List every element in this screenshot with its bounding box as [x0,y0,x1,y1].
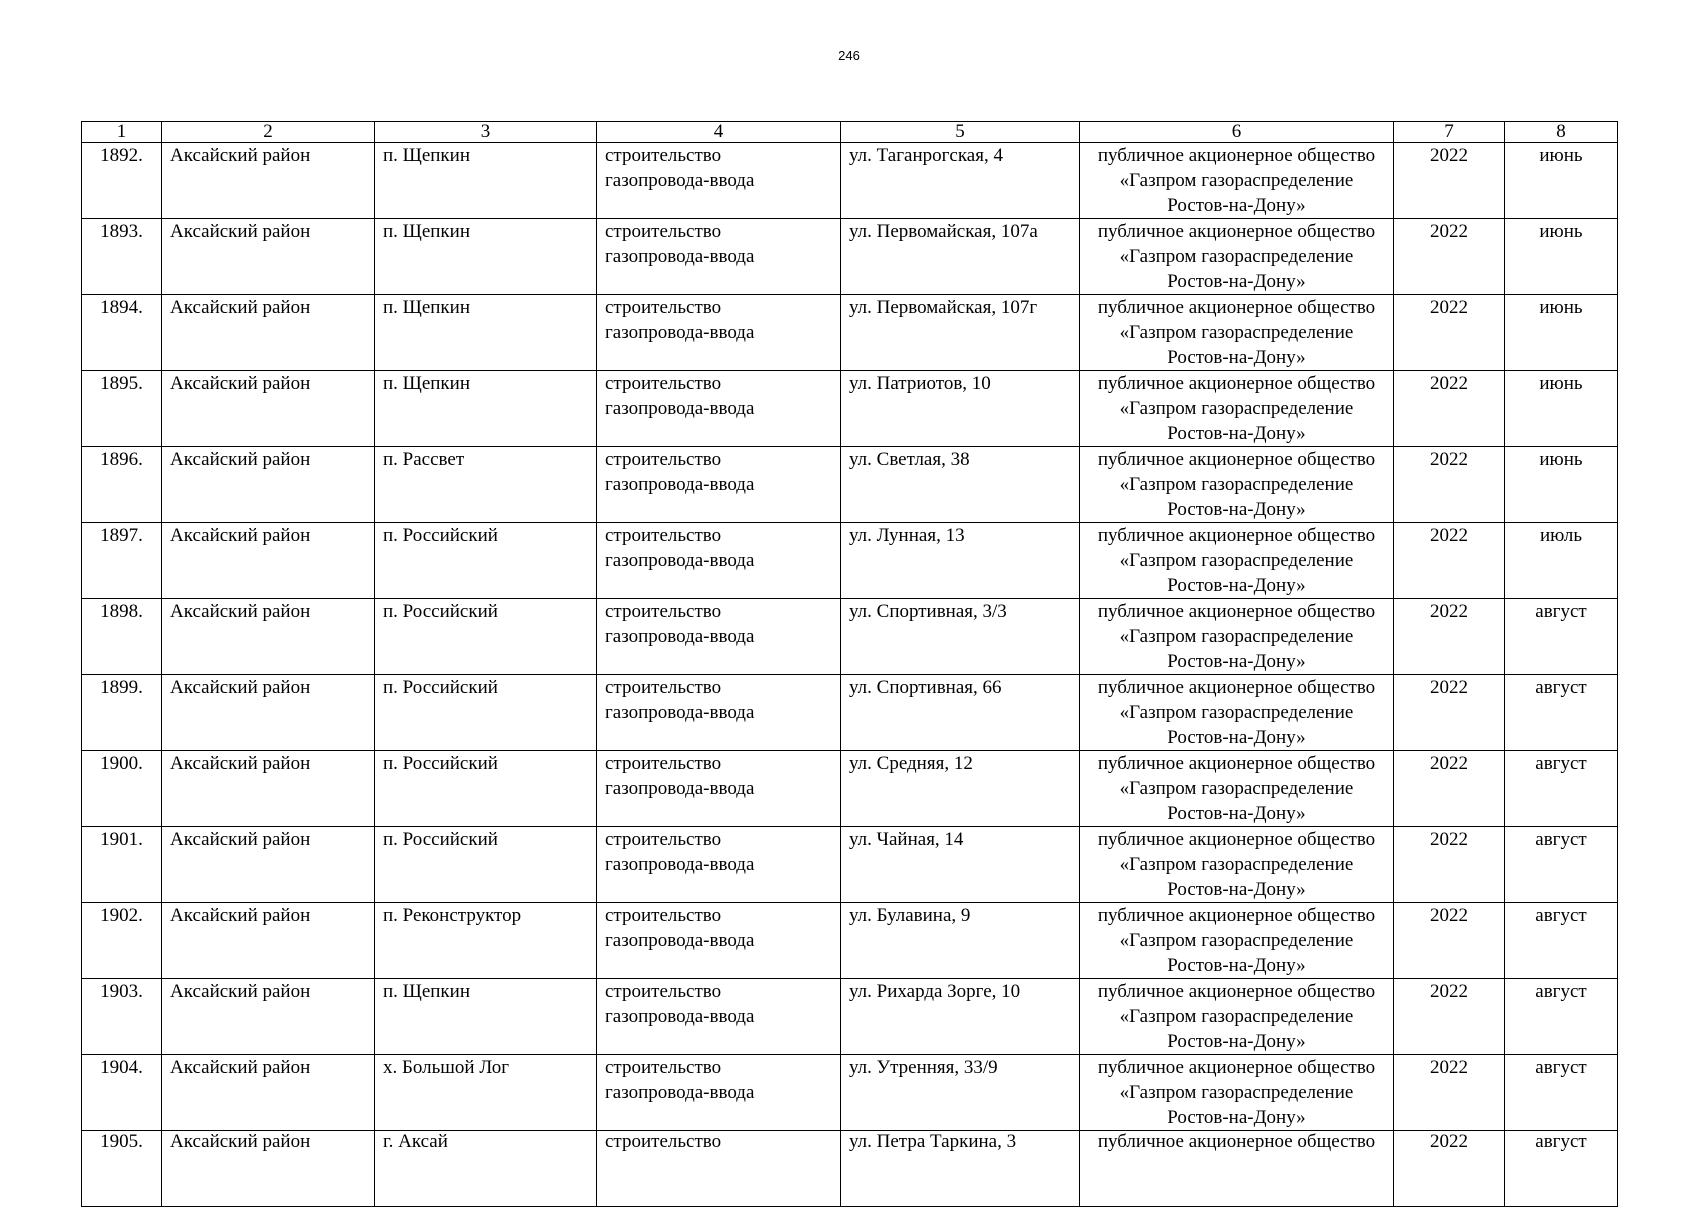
organization-line: публичное акционерное общество [1097,981,1376,1002]
work-type-cell [597,1055,841,1131]
organization-line: «Газпром газораспределение [1119,246,1354,267]
settlement-cell: п. Российский [375,523,597,599]
work-type-line: строительство [605,677,722,698]
work-type-cell [597,903,841,979]
organization-cell [1080,523,1394,599]
organization-line: публичное акционерное общество [1097,677,1376,698]
work-type-line: строительство [605,981,722,1002]
work-type-cell [597,447,841,523]
address-cell: ул. Спортивная, 66 [841,675,1080,751]
organization-line: Ростов-на-Дону» [1167,347,1306,368]
settlement-cell: п. Российский [375,751,597,827]
row-number-cell: 1899. [82,675,162,751]
organization-cell [1080,295,1394,371]
district-cell: Аксайский район [162,371,375,447]
settlement-cell: п. Щепкин [375,979,597,1055]
address-cell: ул. Первомайская, 107а [841,219,1080,295]
address-cell: ул. Петра Таркина, 3 [841,1131,1080,1207]
organization-cell [1080,219,1394,295]
organization-line: Ростов-на-Дону» [1167,1107,1306,1128]
row-number-cell: 1905. [82,1131,162,1207]
year-cell: 2022 [1394,1131,1505,1207]
work-type-line: газопровода-ввода [605,854,755,875]
year-cell: 2022 [1394,143,1505,219]
month-cell: август [1505,1131,1618,1207]
year-cell: 2022 [1394,219,1505,295]
address-cell: ул. Средняя, 12 [841,751,1080,827]
organization-line: публичное акционерное общество [1097,1057,1376,1078]
year-cell: 2022 [1394,675,1505,751]
table-row [82,295,1618,371]
organization-line: Ростов-на-Дону» [1167,195,1306,216]
row-number-cell: 1901. [82,827,162,903]
address-cell: ул. Утренняя, 33/9 [841,1055,1080,1131]
work-type-cell [597,751,841,827]
organization-line: публичное акционерное общество [1097,601,1376,622]
row-number-cell: 1903. [82,979,162,1055]
settlement-cell: п. Щепкин [375,295,597,371]
row-number-cell: 1896. [82,447,162,523]
month-cell: июль [1505,523,1618,599]
settlement-cell: п. Реконструктор [375,903,597,979]
district-cell: Аксайский район [162,523,375,599]
table-row [82,1131,1618,1207]
work-type-line: строительство [605,449,722,470]
year-cell: 2022 [1394,447,1505,523]
work-type-line: строительство [605,297,722,318]
row-number-cell: 1902. [82,903,162,979]
district-cell: Аксайский район [162,675,375,751]
organization-cell [1080,1055,1394,1131]
district-cell: Аксайский район [162,599,375,675]
year-cell: 2022 [1394,979,1505,1055]
work-type-line: газопровода-ввода [605,474,755,495]
organization-line: «Газпром газораспределение [1119,854,1354,875]
year-cell: 2022 [1394,903,1505,979]
organization-line: публичное акционерное общество [1097,905,1376,926]
table-header [82,122,1618,143]
page-number: 246 [838,48,860,63]
work-type-cell [597,979,841,1055]
district-cell: Аксайский район [162,979,375,1055]
organization-line: «Газпром газораспределение [1119,398,1354,419]
address-cell: ул. Чайная, 14 [841,827,1080,903]
organization-line: публичное акционерное общество [1097,525,1376,546]
work-type-cell [597,1131,841,1207]
organization-cell [1080,447,1394,523]
header-col-1: 1 [82,122,162,143]
organization-cell [1080,827,1394,903]
organization-line: публичное акционерное общество [1097,373,1376,394]
month-cell: июнь [1505,143,1618,219]
organization-line: Ростов-на-Дону» [1167,575,1306,596]
organization-line: Ростов-на-Дону» [1167,879,1306,900]
organization-cell [1080,903,1394,979]
organization-line: «Газпром газораспределение [1119,170,1354,191]
organization-line: «Газпром газораспределение [1119,550,1354,571]
organization-line: Ростов-на-Дону» [1167,955,1306,976]
work-type-line: газопровода-ввода [605,246,755,267]
table-row [82,1055,1618,1131]
district-cell: Аксайский район [162,751,375,827]
organization-cell [1080,599,1394,675]
district-cell: Аксайский район [162,143,375,219]
header-col-4: 4 [597,122,841,143]
work-type-line: газопровода-ввода [605,626,755,647]
row-number-cell: 1900. [82,751,162,827]
work-type-cell [597,675,841,751]
work-type-line: газопровода-ввода [605,170,755,191]
year-cell: 2022 [1394,599,1505,675]
table-row [82,675,1618,751]
work-type-line: газопровода-ввода [605,550,755,571]
header-col-2: 2 [162,122,375,143]
work-type-cell [597,143,841,219]
organization-line: Ростов-на-Дону» [1167,1031,1306,1052]
settlement-cell: п. Щепкин [375,219,597,295]
row-number-cell: 1893. [82,219,162,295]
header-row [82,122,1618,143]
organization-cell [1080,1131,1394,1207]
month-cell: август [1505,827,1618,903]
organization-cell [1080,143,1394,219]
district-cell: Аксайский район [162,827,375,903]
organization-cell [1080,675,1394,751]
table-row [82,751,1618,827]
organization-line: «Газпром газораспределение [1119,702,1354,723]
header-col-7: 7 [1394,122,1505,143]
row-number-cell: 1894. [82,295,162,371]
table-row [82,143,1618,219]
organization-line: Ростов-на-Дону» [1167,803,1306,824]
gasification-table [81,121,1618,1207]
settlement-cell: п. Российский [375,675,597,751]
year-cell: 2022 [1394,827,1505,903]
header-col-8: 8 [1505,122,1618,143]
organization-line: публичное акционерное общество [1097,297,1376,318]
table-body [82,143,1618,1207]
organization-line: Ростов-на-Дону» [1167,651,1306,672]
row-number-cell: 1892. [82,143,162,219]
settlement-cell: г. Аксай [375,1131,597,1207]
work-type-line: строительство [605,373,722,394]
work-type-line: строительство [605,145,722,166]
organization-cell [1080,371,1394,447]
organization-line: публичное акционерное общество [1097,221,1376,242]
address-cell: ул. Рихарда Зорге, 10 [841,979,1080,1055]
address-cell: ул. Спортивная, 3/3 [841,599,1080,675]
organization-line: Ростов-на-Дону» [1167,727,1306,748]
month-cell: август [1505,751,1618,827]
year-cell: 2022 [1394,523,1505,599]
work-type-line: газопровода-ввода [605,1006,755,1027]
row-number-cell: 1897. [82,523,162,599]
address-cell: ул. Таганрогская, 4 [841,143,1080,219]
month-cell: август [1505,675,1618,751]
organization-line: «Газпром газораспределение [1119,1082,1354,1103]
work-type-line: строительство [605,829,722,850]
organization-line: «Газпром газораспределение [1119,322,1354,343]
organization-cell [1080,751,1394,827]
work-type-cell [597,523,841,599]
month-cell: июнь [1505,371,1618,447]
organization-line: Ростов-на-Дону» [1167,499,1306,520]
work-type-line: газопровода-ввода [605,778,755,799]
work-type-line: газопровода-ввода [605,1082,755,1103]
organization-line: публичное акционерное общество [1097,829,1376,850]
table-row [82,219,1618,295]
work-type-line: строительство [605,753,722,774]
district-cell: Аксайский район [162,295,375,371]
district-cell: Аксайский район [162,1131,375,1207]
district-cell: Аксайский район [162,447,375,523]
work-type-line: газопровода-ввода [605,930,755,951]
month-cell: август [1505,979,1618,1055]
address-cell: ул. Патриотов, 10 [841,371,1080,447]
work-type-line: газопровода-ввода [605,322,755,343]
year-cell: 2022 [1394,371,1505,447]
work-type-line: строительство [605,601,722,622]
settlement-cell: п. Щепкин [375,371,597,447]
month-cell: август [1505,903,1618,979]
month-cell: август [1505,599,1618,675]
month-cell: август [1505,1055,1618,1131]
table-row [82,523,1618,599]
settlement-cell: п. Российский [375,827,597,903]
work-type-line: строительство [605,1057,722,1078]
table-row [82,979,1618,1055]
organization-line: публичное акционерное общество [1097,145,1376,166]
address-cell: ул. Первомайская, 107г [841,295,1080,371]
organization-line: публичное акционерное общество [1097,1131,1376,1152]
organization-line: Ростов-на-Дону» [1167,271,1306,292]
organization-cell [1080,979,1394,1055]
settlement-cell: п. Российский [375,599,597,675]
row-number-cell: 1895. [82,371,162,447]
district-cell: Аксайский район [162,1055,375,1131]
month-cell: июнь [1505,295,1618,371]
organization-line: публичное акционерное общество [1097,753,1376,774]
work-type-line: строительство [605,1131,722,1152]
row-number-cell: 1898. [82,599,162,675]
settlement-cell: х. Большой Лог [375,1055,597,1131]
organization-line: «Газпром газораспределение [1119,1006,1354,1027]
table-row [82,371,1618,447]
header-col-3: 3 [375,122,597,143]
table-row [82,599,1618,675]
settlement-cell: п. Щепкин [375,143,597,219]
work-type-cell [597,295,841,371]
table-row [82,903,1618,979]
organization-line: «Газпром газораспределение [1119,626,1354,647]
table-row [82,827,1618,903]
work-type-cell [597,599,841,675]
organization-line: «Газпром газораспределение [1119,474,1354,495]
work-type-cell [597,219,841,295]
year-cell: 2022 [1394,751,1505,827]
address-cell: ул. Лунная, 13 [841,523,1080,599]
row-number-cell: 1904. [82,1055,162,1131]
year-cell: 2022 [1394,295,1505,371]
month-cell: июнь [1505,447,1618,523]
month-cell: июнь [1505,219,1618,295]
district-cell: Аксайский район [162,903,375,979]
address-cell: ул. Светлая, 38 [841,447,1080,523]
organization-line: «Газпром газораспределение [1119,778,1354,799]
work-type-line: газопровода-ввода [605,398,755,419]
organization-line: «Газпром газораспределение [1119,930,1354,951]
work-type-line: строительство [605,221,722,242]
year-cell: 2022 [1394,1055,1505,1131]
table-row [82,447,1618,523]
work-type-cell [597,827,841,903]
district-cell: Аксайский район [162,219,375,295]
work-type-cell [597,371,841,447]
work-type-line: строительство [605,905,722,926]
work-type-line: строительство [605,525,722,546]
work-type-line: газопровода-ввода [605,702,755,723]
address-cell: ул. Булавина, 9 [841,903,1080,979]
header-col-5: 5 [841,122,1080,143]
settlement-cell: п. Рассвет [375,447,597,523]
organization-line: Ростов-на-Дону» [1167,423,1306,444]
header-col-6: 6 [1080,122,1394,143]
organization-line: публичное акционерное общество [1097,449,1376,470]
